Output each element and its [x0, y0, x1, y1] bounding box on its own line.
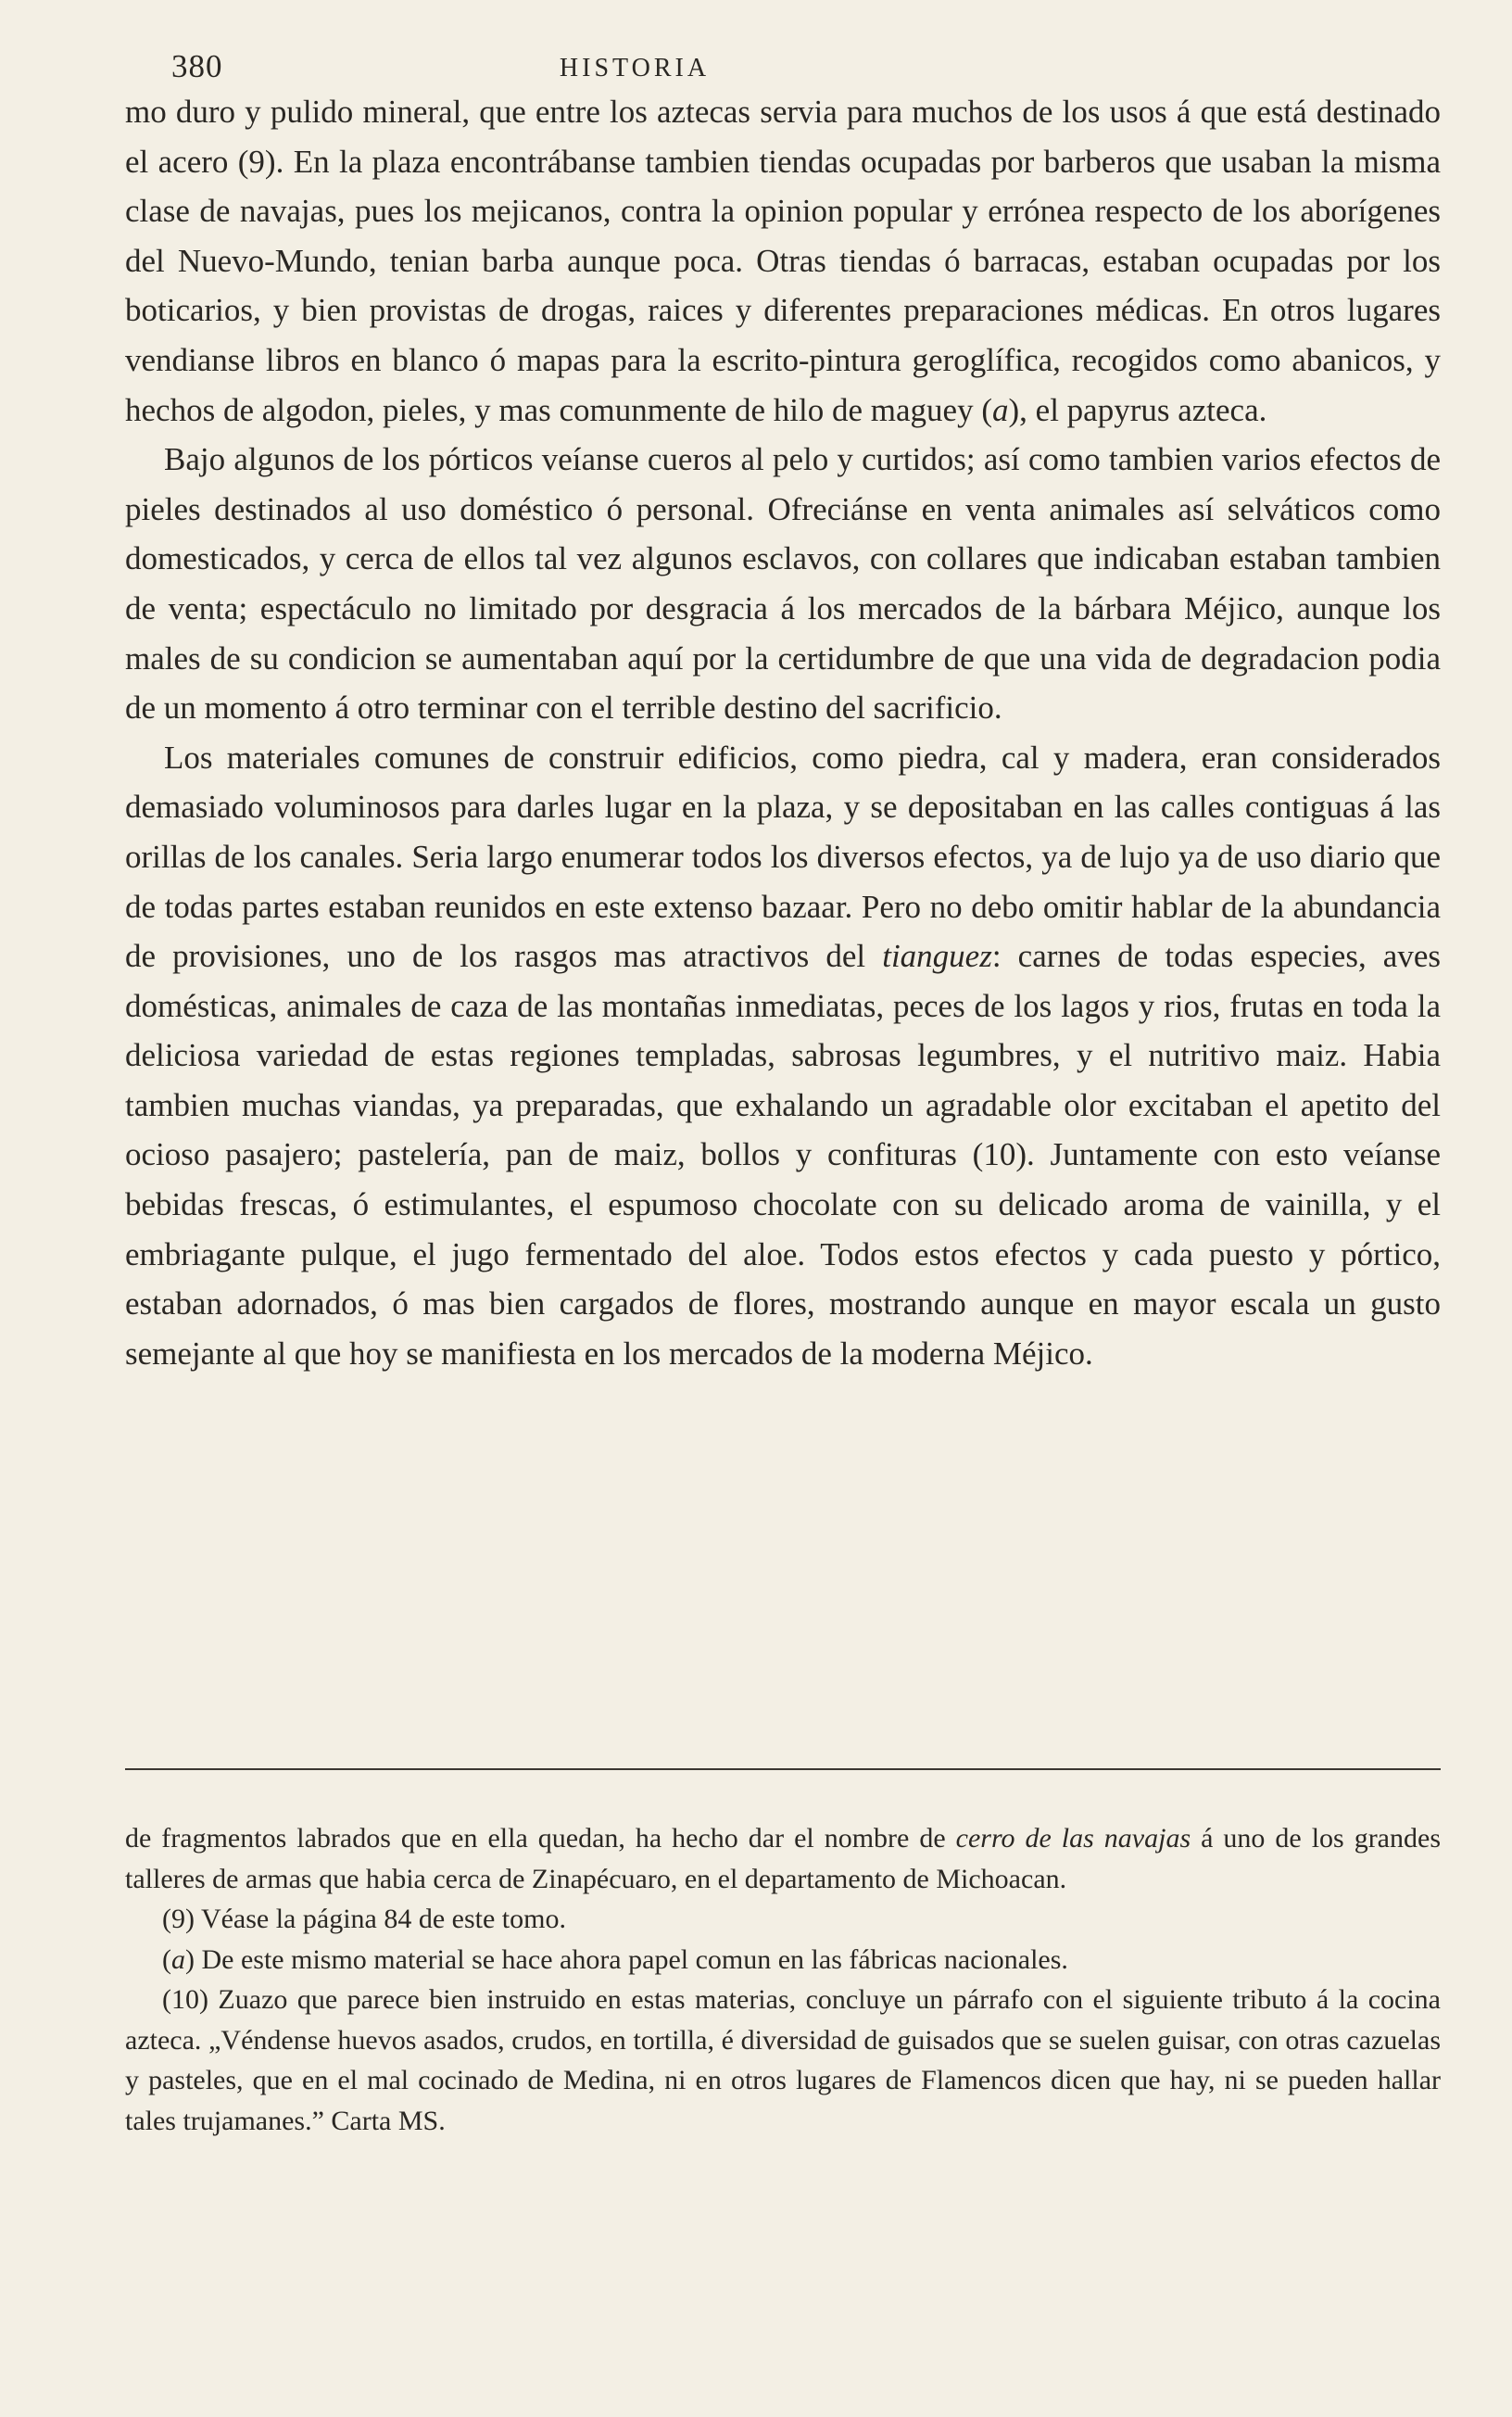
footnote-a-open: (	[162, 1943, 171, 1975]
paragraph-1-text-a: mo duro y pulido mineral, que entre los aztecas servia para muchos de los usos á que está destinado el acero (9). En la plaza encontrábanse tambien tiendas ocupadas por barberos que usaban la misma clase de navajas, pues los mejicanos, contra la opinion popular y errónea respecto de los aborígenes del Nuevo-Mundo, tenian barba aunque poca. Otras tiendas ó barracas, estaban ocupadas por los boticarios, y bien provistas de drogas, raices y diferentes preparaciones médicas. En otros lugares vendianse libros en blanco ó mapas para la escrito-pintura geroglífica, recogidos como abanicos, y hechos de algodon, pieles, y mas comunmente de hilo de maguey (	[125, 94, 1441, 428]
paragraph-3-text-c: : carnes de todas especies, aves domésticas, animales de caza de las montañas inmediatas, peces de los lagos y rios, frutas en toda la deliciosa variedad de estas regiones templadas, sabrosas legumbres, y el nutritivo maiz. Habia tambien muchas viandas, ya preparadas, que exhalando un agradable olor excitaban el apetito del ocioso pasajero; pastelería, pan de maiz, bollos y confituras (10). Juntamente con esto veíanse bebidas frescas, ó estimulantes, el espumoso chocolate con su delicado aroma de vainilla, y el embriagante pulque, el jugo fermentado del aloe. Todos estos efectos y cada puesto y pórtico, estaban adornados, ó mas bien cargados de flores, mostrando aunque en mayor escala un gusto semejante al que hoy se manifiesta en los mercados de la moderna Méjico.	[125, 938, 1441, 1372]
page-number: 380	[171, 48, 223, 84]
main-text	[125, 87, 1441, 1378]
footnote-10: (10) Zuazo que parece bien instruido en estas materias, concluye un párrafo con el siguiente tributo á la cocina azteca. „Véndense huevos asados, crudos, en tortilla, é diversidad de guisados que se suelen guisar, con otras cazuelas y pasteles, que en el mal cocinado de Medina, ni en otros lugares de Flamencos dicen que hay, ni se pueden hallar tales trujamanes.” Carta MS.	[125, 1984, 1441, 2136]
paragraph-2: Bajo algunos de los pórticos veíanse cueros al pelo y curtidos; así como tambien varios efectos de pieles destinados al uso doméstico ó personal. Ofreciánse en venta animales así selváticos como domesticados, y cerca de ellos tal vez algunos esclavos, con collares que indicaban estaban tambien de venta; espectáculo no limitado por desgracia á los mercados de la bárbara Méjico, aunque los males de su condicion se aumentaban aquí por la certidumbre de que una vida de degradacion podia de un momento á otro terminar con el terrible destino del sacrificio.	[125, 441, 1441, 727]
paragraph-3-text-a: Los materiales comunes de construir edificios, como piedra, cal y madera, eran considerados demasiado voluminosos para darles lugar en la plaza, y se depositaban en las calles contiguas á las orillas de los canales. Seria largo enumerar todos los diversos efectos, ya de lujo ya de uso diario que de todas partes estaban reunidos en este extenso bazaar. Pero no debo omitir hablar de la abundancia de provisiones, uno de los rasgos mas atractivos del	[125, 739, 1441, 975]
footnote-a-letter: a	[171, 1943, 185, 1975]
footnotes	[125, 1818, 1441, 2141]
footnote-ref-a: a	[992, 391, 1009, 428]
term-tianguez: tianguez	[882, 938, 992, 975]
footnote-divider	[125, 1768, 1441, 1770]
running-title: HISTORIA	[559, 54, 711, 82]
paragraph-1-text-c: ), el papyrus azteca.	[1008, 391, 1267, 428]
footnote-continuation	[125, 1818, 1441, 1899]
footnote-a	[125, 1940, 1441, 1980]
paragraph-1	[125, 87, 1441, 435]
paragraph-3	[125, 733, 1441, 1379]
footnote-continuation-c: á uno de los grandes talleres de armas que habia cerca de Zinapécuaro, en el departamento de Michoacan.	[125, 1823, 1441, 1894]
term-cerro-de-las-navajas: cerro de las navajas	[955, 1823, 1191, 1854]
footnote-continuation-a: de fragmentos labrados que en ella quedan, ha hecho dar el nombre de	[125, 1823, 956, 1854]
footnote-a-text: ) De este mismo material se hace ahora papel comun en las fábricas nacionales.	[185, 1943, 1068, 1975]
footnote-9: (9) Véase la página 84 de este tomo.	[162, 1904, 566, 1934]
